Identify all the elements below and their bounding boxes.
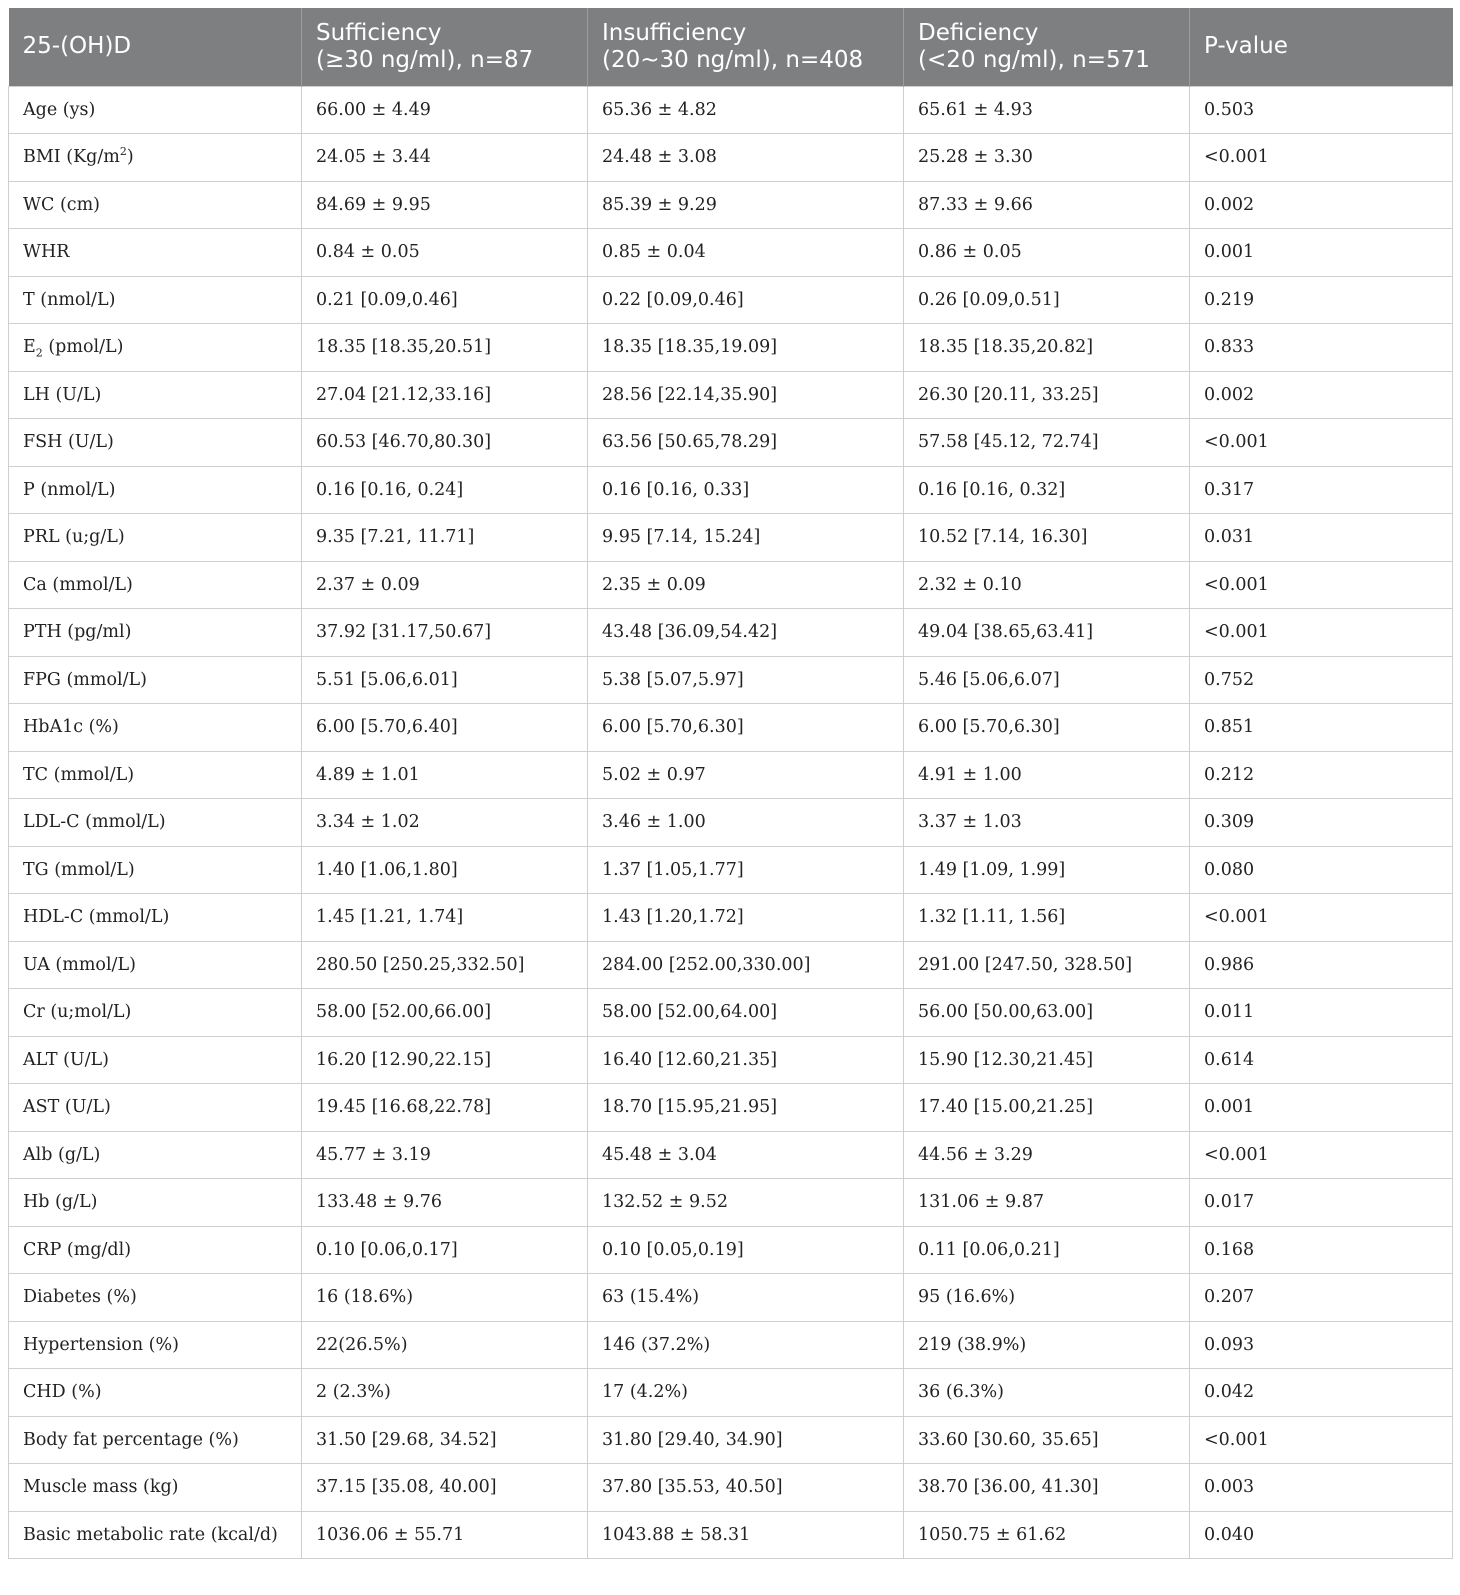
table-row	[9, 1036, 1453, 1084]
table-row	[9, 1084, 1453, 1132]
table-row	[9, 181, 1453, 229]
insufficiency-cell: 5.38 [5.07,5.97]	[588, 656, 904, 704]
sufficiency-cell: 16.20 [12.90,22.15]	[302, 1036, 588, 1084]
row-label: PRL (u;g/L)	[9, 514, 302, 562]
p-value-cell: 0.986	[1190, 941, 1453, 989]
row-label: LH (U/L)	[9, 371, 302, 419]
row-label-subscript: 2	[35, 346, 43, 360]
insufficiency-cell: 16.40 [12.60,21.35]	[588, 1036, 904, 1084]
table-row	[9, 799, 1453, 847]
row-label-text: BMI (Kg/m	[23, 147, 120, 168]
insufficiency-cell: 28.56 [22.14,35.90]	[588, 371, 904, 419]
row-label: Ca (mmol/L)	[9, 561, 302, 609]
p-value-cell: 0.752	[1190, 656, 1453, 704]
deficiency-cell: 44.56 ± 3.29	[904, 1131, 1190, 1179]
table-row	[9, 1226, 1453, 1274]
deficiency-cell: 65.61 ± 4.93	[904, 86, 1190, 134]
table-row	[9, 86, 1453, 134]
sufficiency-cell: 133.48 ± 9.76	[302, 1179, 588, 1227]
p-value-cell: 0.093	[1190, 1321, 1453, 1369]
sufficiency-cell: 84.69 ± 9.95	[302, 181, 588, 229]
table-row	[9, 751, 1453, 799]
sufficiency-cell: 24.05 ± 3.44	[302, 134, 588, 182]
row-label: Diabetes (%)	[9, 1274, 302, 1322]
p-value-cell: 0.317	[1190, 466, 1453, 514]
p-value-cell: <0.001	[1190, 1131, 1453, 1179]
table-row	[9, 324, 1453, 372]
p-value-cell: 0.614	[1190, 1036, 1453, 1084]
row-label	[9, 324, 302, 372]
p-value-cell: <0.001	[1190, 419, 1453, 467]
table-row	[9, 846, 1453, 894]
header-p-value: P-value	[1190, 8, 1453, 86]
header-25ohd: 25-(OH)D	[9, 8, 302, 86]
row-label: CRP (mg/dl)	[9, 1226, 302, 1274]
table-row	[9, 1464, 1453, 1512]
sufficiency-cell: 1.45 [1.21, 1.74]	[302, 894, 588, 942]
sufficiency-cell: 0.16 [0.16, 0.24]	[302, 466, 588, 514]
p-value-cell: <0.001	[1190, 561, 1453, 609]
insufficiency-cell: 63 (15.4%)	[588, 1274, 904, 1322]
deficiency-cell: 36 (6.3%)	[904, 1369, 1190, 1417]
sufficiency-cell: 6.00 [5.70,6.40]	[302, 704, 588, 752]
insufficiency-cell: 0.22 [0.09,0.46]	[588, 276, 904, 324]
sufficiency-cell: 5.51 [5.06,6.01]	[302, 656, 588, 704]
row-label: AST (U/L)	[9, 1084, 302, 1132]
sufficiency-cell: 16 (18.6%)	[302, 1274, 588, 1322]
insufficiency-cell: 63.56 [50.65,78.29]	[588, 419, 904, 467]
deficiency-cell: 15.90 [12.30,21.45]	[904, 1036, 1190, 1084]
p-value-cell: 0.002	[1190, 371, 1453, 419]
deficiency-cell: 291.00 [247.50, 328.50]	[904, 941, 1190, 989]
deficiency-cell: 3.37 ± 1.03	[904, 799, 1190, 847]
table-row	[9, 989, 1453, 1037]
row-label: CHD (%)	[9, 1369, 302, 1417]
table-container	[8, 8, 1452, 1559]
insufficiency-cell: 31.80 [29.40, 34.90]	[588, 1416, 904, 1464]
deficiency-cell: 1.32 [1.11, 1.56]	[904, 894, 1190, 942]
p-value-cell: 0.011	[1190, 989, 1453, 1037]
insufficiency-cell: 146 (37.2%)	[588, 1321, 904, 1369]
header-sufficiency: Sufficiency (≥30 ng/ml), n=87	[302, 8, 588, 86]
insufficiency-cell: 0.85 ± 0.04	[588, 229, 904, 277]
insufficiency-cell: 2.35 ± 0.09	[588, 561, 904, 609]
row-label: HDL-C (mmol/L)	[9, 894, 302, 942]
sufficiency-cell: 22(26.5%)	[302, 1321, 588, 1369]
insufficiency-cell: 6.00 [5.70,6.30]	[588, 704, 904, 752]
row-label: Cr (u;mol/L)	[9, 989, 302, 1037]
row-label-superscript: 2	[119, 145, 127, 159]
insufficiency-cell: 0.10 [0.05,0.19]	[588, 1226, 904, 1274]
row-label: P (nmol/L)	[9, 466, 302, 514]
row-label: T (nmol/L)	[9, 276, 302, 324]
insufficiency-cell: 18.70 [15.95,21.95]	[588, 1084, 904, 1132]
deficiency-cell: 49.04 [38.65,63.41]	[904, 609, 1190, 657]
row-label: Hb (g/L)	[9, 1179, 302, 1227]
row-label: WC (cm)	[9, 181, 302, 229]
table-row	[9, 1131, 1453, 1179]
sufficiency-cell: 2.37 ± 0.09	[302, 561, 588, 609]
sufficiency-cell: 66.00 ± 4.49	[302, 86, 588, 134]
p-value-cell: 0.207	[1190, 1274, 1453, 1322]
p-value-cell: 0.219	[1190, 276, 1453, 324]
deficiency-cell: 2.32 ± 0.10	[904, 561, 1190, 609]
sufficiency-cell: 280.50 [250.25,332.50]	[302, 941, 588, 989]
sufficiency-cell: 58.00 [52.00,66.00]	[302, 989, 588, 1037]
insufficiency-cell: 37.80 [35.53, 40.50]	[588, 1464, 904, 1512]
row-label: FPG (mmol/L)	[9, 656, 302, 704]
insufficiency-cell: 24.48 ± 3.08	[588, 134, 904, 182]
deficiency-cell: 0.11 [0.06,0.21]	[904, 1226, 1190, 1274]
row-label: Hypertension (%)	[9, 1321, 302, 1369]
deficiency-cell: 95 (16.6%)	[904, 1274, 1190, 1322]
sufficiency-cell: 37.92 [31.17,50.67]	[302, 609, 588, 657]
p-value-cell: 0.309	[1190, 799, 1453, 847]
table-row	[9, 1416, 1453, 1464]
row-label: Muscle mass (kg)	[9, 1464, 302, 1512]
table-row	[9, 1321, 1453, 1369]
deficiency-cell: 0.86 ± 0.05	[904, 229, 1190, 277]
table-row	[9, 941, 1453, 989]
sufficiency-cell: 2 (2.3%)	[302, 1369, 588, 1417]
insufficiency-cell: 45.48 ± 3.04	[588, 1131, 904, 1179]
sufficiency-cell: 37.15 [35.08, 40.00]	[302, 1464, 588, 1512]
table-row	[9, 656, 1453, 704]
table-row	[9, 371, 1453, 419]
table-row	[9, 229, 1453, 277]
deficiency-cell: 131.06 ± 9.87	[904, 1179, 1190, 1227]
deficiency-cell: 33.60 [30.60, 35.65]	[904, 1416, 1190, 1464]
sufficiency-cell: 0.21 [0.09,0.46]	[302, 276, 588, 324]
row-label: Age (ys)	[9, 86, 302, 134]
insufficiency-cell: 65.36 ± 4.82	[588, 86, 904, 134]
deficiency-cell: 26.30 [20.11, 33.25]	[904, 371, 1190, 419]
sufficiency-cell: 9.35 [7.21, 11.71]	[302, 514, 588, 562]
p-value-cell: <0.001	[1190, 609, 1453, 657]
row-label: TC (mmol/L)	[9, 751, 302, 799]
sufficiency-cell: 1.40 [1.06,1.80]	[302, 846, 588, 894]
row-label: Alb (g/L)	[9, 1131, 302, 1179]
row-label	[9, 134, 302, 182]
table-header	[9, 8, 1453, 86]
p-value-cell: 0.503	[1190, 86, 1453, 134]
p-value-cell: <0.001	[1190, 894, 1453, 942]
row-label: LDL-C (mmol/L)	[9, 799, 302, 847]
p-value-cell: 0.040	[1190, 1511, 1453, 1559]
table-row	[9, 419, 1453, 467]
p-value-cell: 0.042	[1190, 1369, 1453, 1417]
row-label: HbA1c (%)	[9, 704, 302, 752]
insufficiency-cell: 58.00 [52.00,64.00]	[588, 989, 904, 1037]
table-row	[9, 1179, 1453, 1227]
deficiency-cell: 219 (38.9%)	[904, 1321, 1190, 1369]
deficiency-cell: 10.52 [7.14, 16.30]	[904, 514, 1190, 562]
insufficiency-cell: 1.37 [1.05,1.77]	[588, 846, 904, 894]
vitamin-d-characteristics-table	[8, 8, 1453, 1559]
p-value-cell: 0.168	[1190, 1226, 1453, 1274]
row-label: ALT (U/L)	[9, 1036, 302, 1084]
insufficiency-cell: 3.46 ± 1.00	[588, 799, 904, 847]
p-value-cell: 0.002	[1190, 181, 1453, 229]
sufficiency-cell: 3.34 ± 1.02	[302, 799, 588, 847]
deficiency-cell: 1050.75 ± 61.62	[904, 1511, 1190, 1559]
deficiency-cell: 56.00 [50.00,63.00]	[904, 989, 1190, 1037]
p-value-cell: <0.001	[1190, 1416, 1453, 1464]
deficiency-cell: 0.16 [0.16, 0.32]	[904, 466, 1190, 514]
row-label: PTH (pg/ml)	[9, 609, 302, 657]
row-label-text: )	[126, 147, 134, 168]
deficiency-cell: 0.26 [0.09,0.51]	[904, 276, 1190, 324]
table-row	[9, 609, 1453, 657]
insufficiency-cell: 1.43 [1.20,1.72]	[588, 894, 904, 942]
sufficiency-cell: 0.10 [0.06,0.17]	[302, 1226, 588, 1274]
sufficiency-cell: 18.35 [18.35,20.51]	[302, 324, 588, 372]
row-label-text: E	[23, 337, 36, 358]
row-label: Basic metabolic rate (kcal/d)	[9, 1511, 302, 1559]
sufficiency-cell: 19.45 [16.68,22.78]	[302, 1084, 588, 1132]
header-row	[9, 8, 1453, 86]
deficiency-cell: 1.49 [1.09, 1.99]	[904, 846, 1190, 894]
table-row	[9, 276, 1453, 324]
p-value-cell: 0.003	[1190, 1464, 1453, 1512]
row-label: TG (mmol/L)	[9, 846, 302, 894]
table-body	[9, 86, 1453, 1559]
table-row	[9, 894, 1453, 942]
insufficiency-cell: 9.95 [7.14, 15.24]	[588, 514, 904, 562]
sufficiency-cell: 45.77 ± 3.19	[302, 1131, 588, 1179]
header-insufficiency: Insufficiency (20~30 ng/ml), n=408	[588, 8, 904, 86]
sufficiency-cell: 0.84 ± 0.05	[302, 229, 588, 277]
insufficiency-cell: 284.00 [252.00,330.00]	[588, 941, 904, 989]
table-row	[9, 466, 1453, 514]
insufficiency-cell: 43.48 [36.09,54.42]	[588, 609, 904, 657]
insufficiency-cell: 1043.88 ± 58.31	[588, 1511, 904, 1559]
deficiency-cell: 4.91 ± 1.00	[904, 751, 1190, 799]
row-label: WHR	[9, 229, 302, 277]
p-value-cell: 0.080	[1190, 846, 1453, 894]
p-value-cell: 0.833	[1190, 324, 1453, 372]
p-value-cell: 0.212	[1190, 751, 1453, 799]
p-value-cell: <0.001	[1190, 134, 1453, 182]
header-deficiency: Deficiency (<20 ng/ml), n=571	[904, 8, 1190, 86]
table-row	[9, 1369, 1453, 1417]
table-row	[9, 561, 1453, 609]
row-label: Body fat percentage (%)	[9, 1416, 302, 1464]
p-value-cell: 0.001	[1190, 1084, 1453, 1132]
deficiency-cell: 87.33 ± 9.66	[904, 181, 1190, 229]
insufficiency-cell: 5.02 ± 0.97	[588, 751, 904, 799]
insufficiency-cell: 85.39 ± 9.29	[588, 181, 904, 229]
deficiency-cell: 57.58 [45.12, 72.74]	[904, 419, 1190, 467]
sufficiency-cell: 4.89 ± 1.01	[302, 751, 588, 799]
sufficiency-cell: 60.53 [46.70,80.30]	[302, 419, 588, 467]
deficiency-cell: 17.40 [15.00,21.25]	[904, 1084, 1190, 1132]
insufficiency-cell: 18.35 [18.35,19.09]	[588, 324, 904, 372]
table-row	[9, 134, 1453, 182]
table-row	[9, 1274, 1453, 1322]
insufficiency-cell: 0.16 [0.16, 0.33]	[588, 466, 904, 514]
deficiency-cell: 38.70 [36.00, 41.30]	[904, 1464, 1190, 1512]
deficiency-cell: 18.35 [18.35,20.82]	[904, 324, 1190, 372]
p-value-cell: 0.001	[1190, 229, 1453, 277]
row-label-text: (pmol/L)	[42, 337, 124, 358]
table-row	[9, 704, 1453, 752]
p-value-cell: 0.017	[1190, 1179, 1453, 1227]
sufficiency-cell: 27.04 [21.12,33.16]	[302, 371, 588, 419]
p-value-cell: 0.851	[1190, 704, 1453, 752]
table-row	[9, 514, 1453, 562]
insufficiency-cell: 17 (4.2%)	[588, 1369, 904, 1417]
row-label: FSH (U/L)	[9, 419, 302, 467]
deficiency-cell: 5.46 [5.06,6.07]	[904, 656, 1190, 704]
table-row	[9, 1511, 1453, 1559]
p-value-cell: 0.031	[1190, 514, 1453, 562]
insufficiency-cell: 132.52 ± 9.52	[588, 1179, 904, 1227]
row-label: UA (mmol/L)	[9, 941, 302, 989]
deficiency-cell: 25.28 ± 3.30	[904, 134, 1190, 182]
sufficiency-cell: 31.50 [29.68, 34.52]	[302, 1416, 588, 1464]
deficiency-cell: 6.00 [5.70,6.30]	[904, 704, 1190, 752]
sufficiency-cell: 1036.06 ± 55.71	[302, 1511, 588, 1559]
